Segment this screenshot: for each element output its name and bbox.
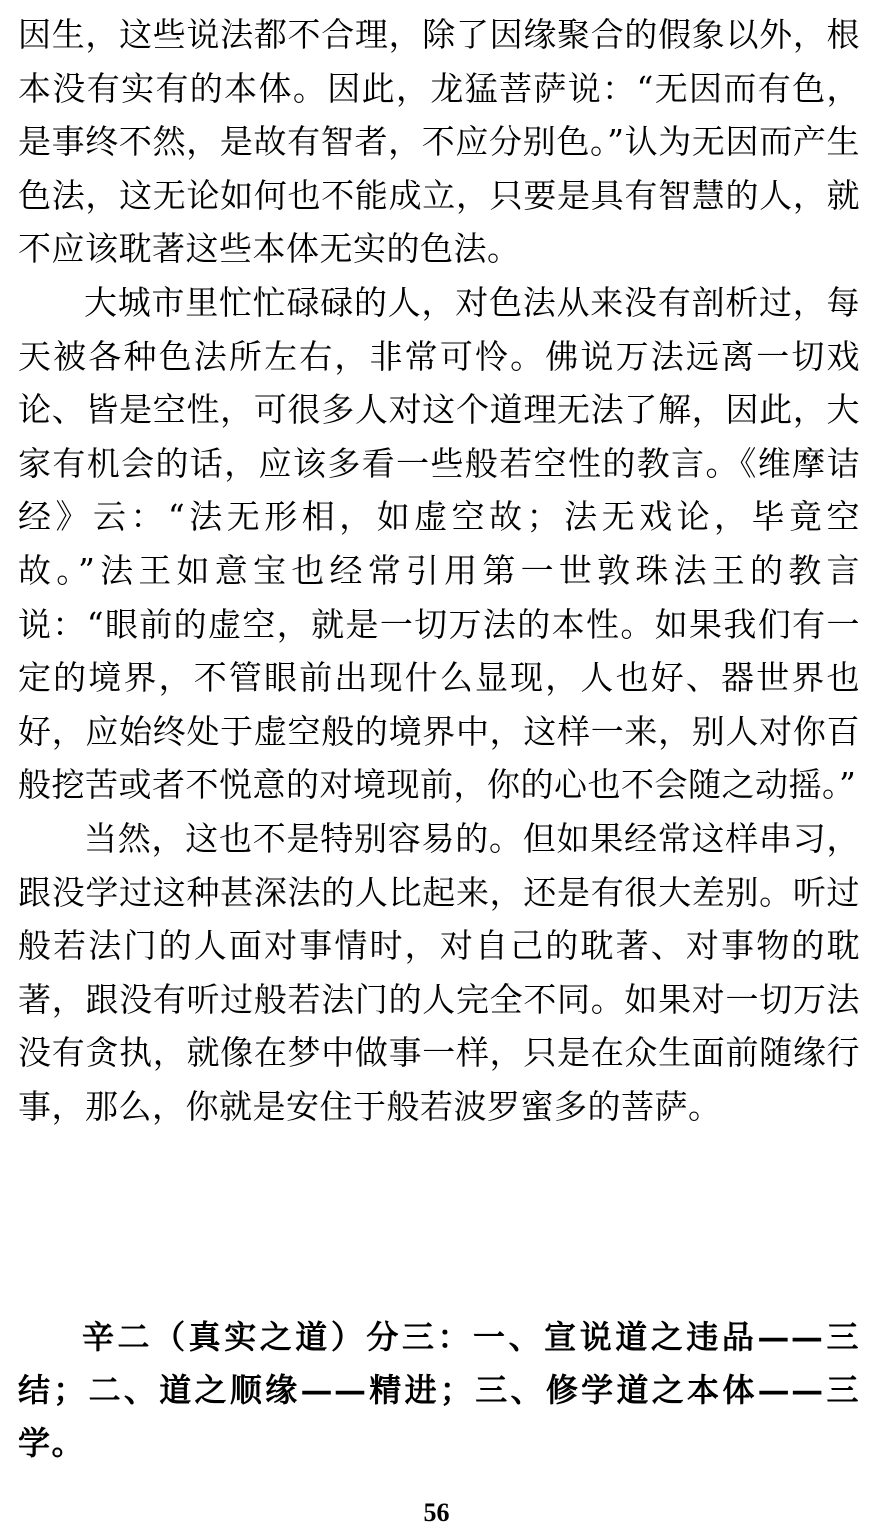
paragraph-1: 因生，这些说法都不合理，除了因缘聚合的假象以外，根本没有实有的本体。因此，龙猛菩萨说：“无因而有色，是事终不然，是故有智者，不应分别色。”认为无因而产生色法，这无论如何也不能成立，只要是具有智慧的人，就不应该耽著这些本体无实的色法。 xyxy=(18,15,860,269)
paragraph-2: 大城市里忙忙碌碌的人，对色法从来没有剖析过，每天被各种色法所左右，非常可怜。佛说万法远离一切戏论、皆是空性，可很多人对这个道理无法了解，因此，大家有机会的话，应该多看一些般若空性的教言。《维摩诘经》云：“法无形相，如虚空故；法无戏论，毕竟空故。”法王如意宝也经常引用第一世敦珠法王的教言说：“眼前的虚空，就是一切万法的本性。如果我们有一定的境界，不管眼前出现什么显现，人也好、器世界也好，应始终处于虚空般的境界中，这样一来，别人对你百般挖苦或者不悦意的对境现前，你的心也不会随之动摇。” xyxy=(18,282,860,805)
page-number: 56 xyxy=(423,1498,450,1527)
paragraph-3: 当然，这也不是特别容易的。但如果经常这样串习，跟没学过这种甚深法的人比起来，还是有很大差别。听过般若法门的人面对事情时，对自己的耽著、对事物的耽著，跟没有听过般若法门的人完全不同。如果对一切万法没有贪执，就像在梦中做事一样，只是在众生面前随缘行事，那么，你就是安住于般若波罗蜜多的菩萨。 xyxy=(18,818,860,1126)
page-body xyxy=(18,8,860,1133)
section-heading: 辛二（真实之道）分三：一、宣说道之违品——三结；二、道之顺缘——精进；三、修学道之本体——三学。 xyxy=(18,1318,860,1462)
